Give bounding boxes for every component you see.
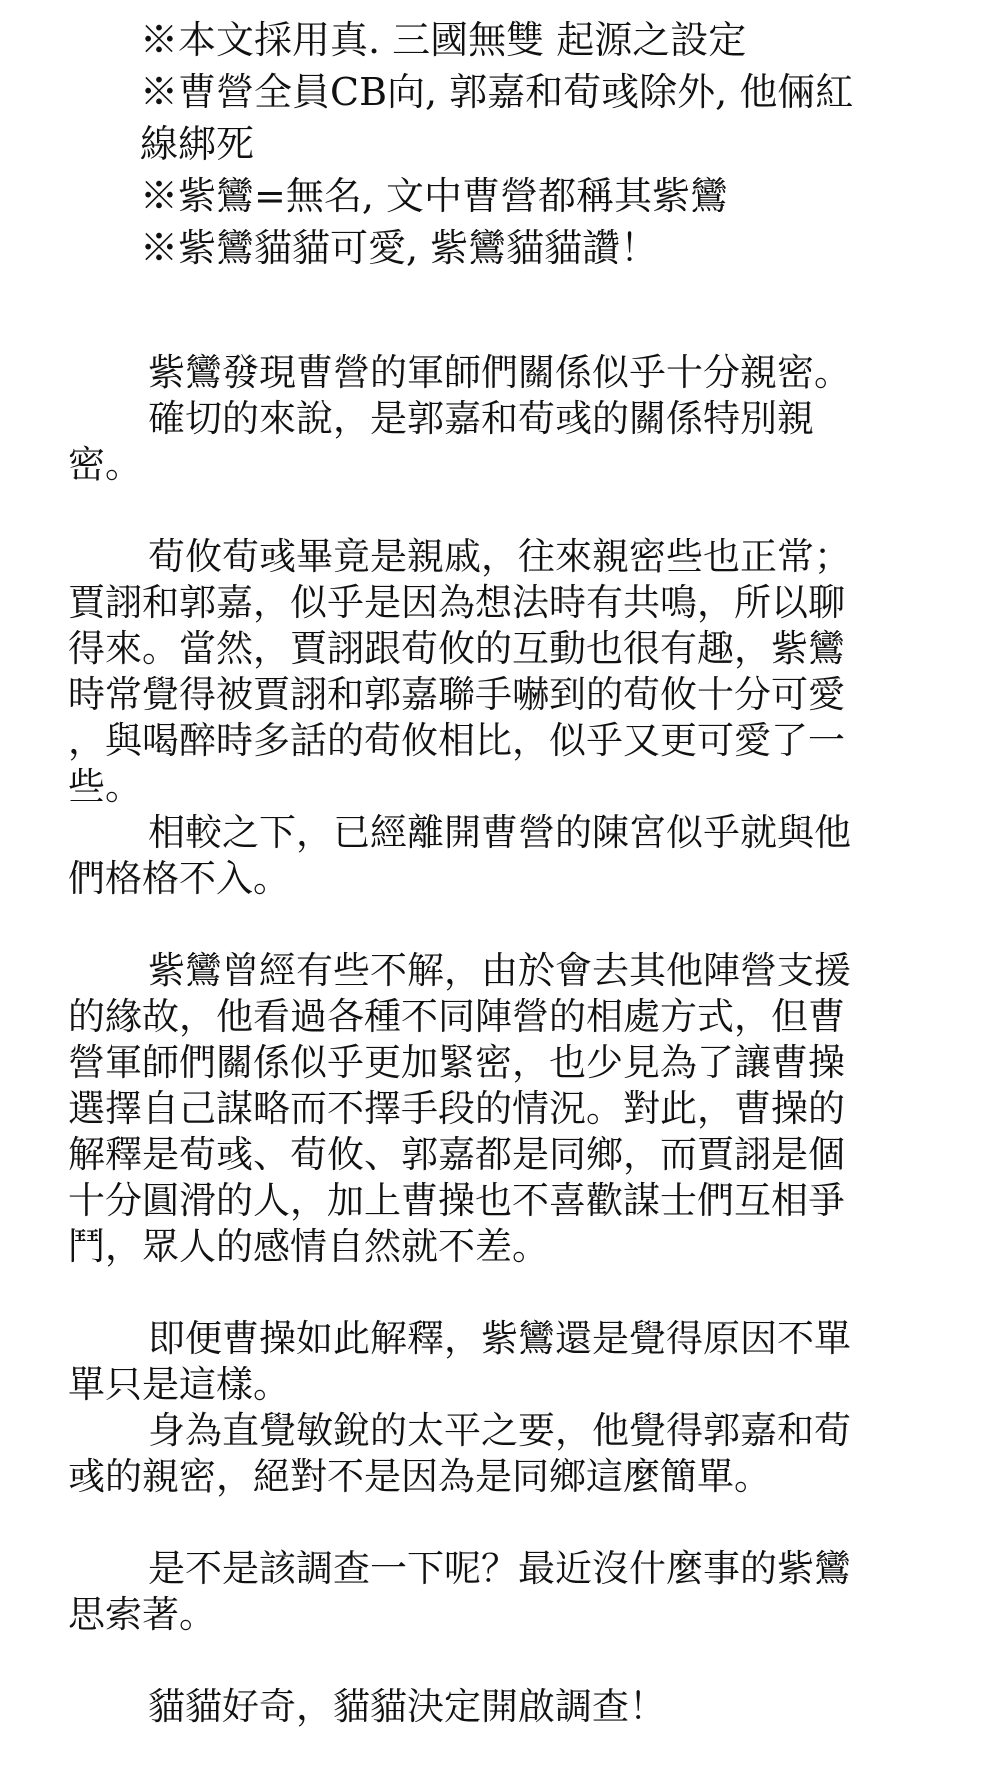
- paragraph: [68, 1408, 928, 1500]
- text-line: 鬥，眾人的感情自然就不差。: [68, 1225, 549, 1268]
- text-line: 們格格不入。: [68, 857, 290, 900]
- text-line: 貓貓好奇，貓貓決定開啟調查！: [148, 1685, 666, 1728]
- paragraph: [68, 396, 928, 488]
- text-line: 解釋是荀彧、荀攸、郭嘉都是同鄉，而賈詡是個: [68, 1133, 845, 1176]
- author-notes: [140, 14, 940, 274]
- paragraph: [68, 1546, 928, 1638]
- text-line: 紫鸞發現曹營的軍師們關係似乎十分親密。: [148, 351, 851, 394]
- text-line: 賈詡和郭嘉，似乎是因為想法時有共鳴，所以聊: [68, 581, 845, 624]
- text-line: 相較之下，已經離開曹營的陳宮似乎就與他: [148, 811, 851, 854]
- text-line: 單只是這樣。: [68, 1363, 290, 1406]
- paragraph: [68, 534, 928, 810]
- text-line: 密。: [68, 443, 142, 486]
- text-line: 即便曹操如此解釋，紫鸞還是覺得原因不單: [148, 1317, 851, 1360]
- text-line: 十分圓滑的人，加上曹操也不喜歡謀士們互相爭: [68, 1179, 845, 1222]
- text-line: 的緣故，他看過各種不同陣營的相處方式，但曹: [68, 995, 845, 1038]
- paragraph: [68, 810, 928, 902]
- text-line: 彧的親密，絕對不是因為是同鄉這麼簡單。: [68, 1455, 771, 1498]
- text-line: ，與喝醉時多話的荀攸相比，似乎又更可愛了一: [68, 719, 845, 762]
- story-body: [68, 350, 928, 1730]
- text-line: 選擇自己謀略而不擇手段的情況。對此，曹操的: [68, 1087, 845, 1130]
- text-line: 確切的來說，是郭嘉和荀彧的關係特別親: [148, 397, 814, 440]
- text-line: 些。: [68, 765, 142, 808]
- text-line: 時常覺得被賈詡和郭嘉聯手嚇到的荀攸十分可愛: [68, 673, 845, 716]
- text-line: 思索著。: [68, 1593, 216, 1636]
- note-pairing: ※曹營全員CB向, 郭嘉和荀彧除外, 他倆紅: [140, 70, 854, 114]
- paragraph: [68, 1684, 928, 1730]
- text-line: 荀攸荀彧畢竟是親戚，往來親密些也正常；: [148, 535, 851, 578]
- paragraph: [68, 1316, 928, 1408]
- paragraph: [68, 948, 928, 1270]
- note-pairing-continued: 線綁死: [140, 122, 255, 166]
- text-line: 是不是該調查一下呢？最近沒什麼事的紫鸞: [148, 1547, 851, 1590]
- text-line: 營軍師們關係似乎更加緊密，也少見為了讓曹操: [68, 1041, 845, 1084]
- text-line: 紫鸞曾經有些不解，由於會去其他陣營支援: [148, 949, 851, 992]
- text-line: 身為直覺敏銳的太平之要，他覺得郭嘉和荀: [148, 1409, 851, 1452]
- note-cute: ※紫鸞貓貓可愛, 紫鸞貓貓讚！: [140, 226, 659, 270]
- paragraph: [68, 350, 928, 396]
- note-setting: ※本文採用真. 三國無雙 起源之設定: [140, 18, 747, 62]
- text-line: 得來。當然，賈詡跟荀攸的互動也很有趣，紫鸞: [68, 627, 845, 670]
- note-name: ※紫鸞=無名, 文中曹營都稱其紫鸞: [140, 174, 728, 218]
